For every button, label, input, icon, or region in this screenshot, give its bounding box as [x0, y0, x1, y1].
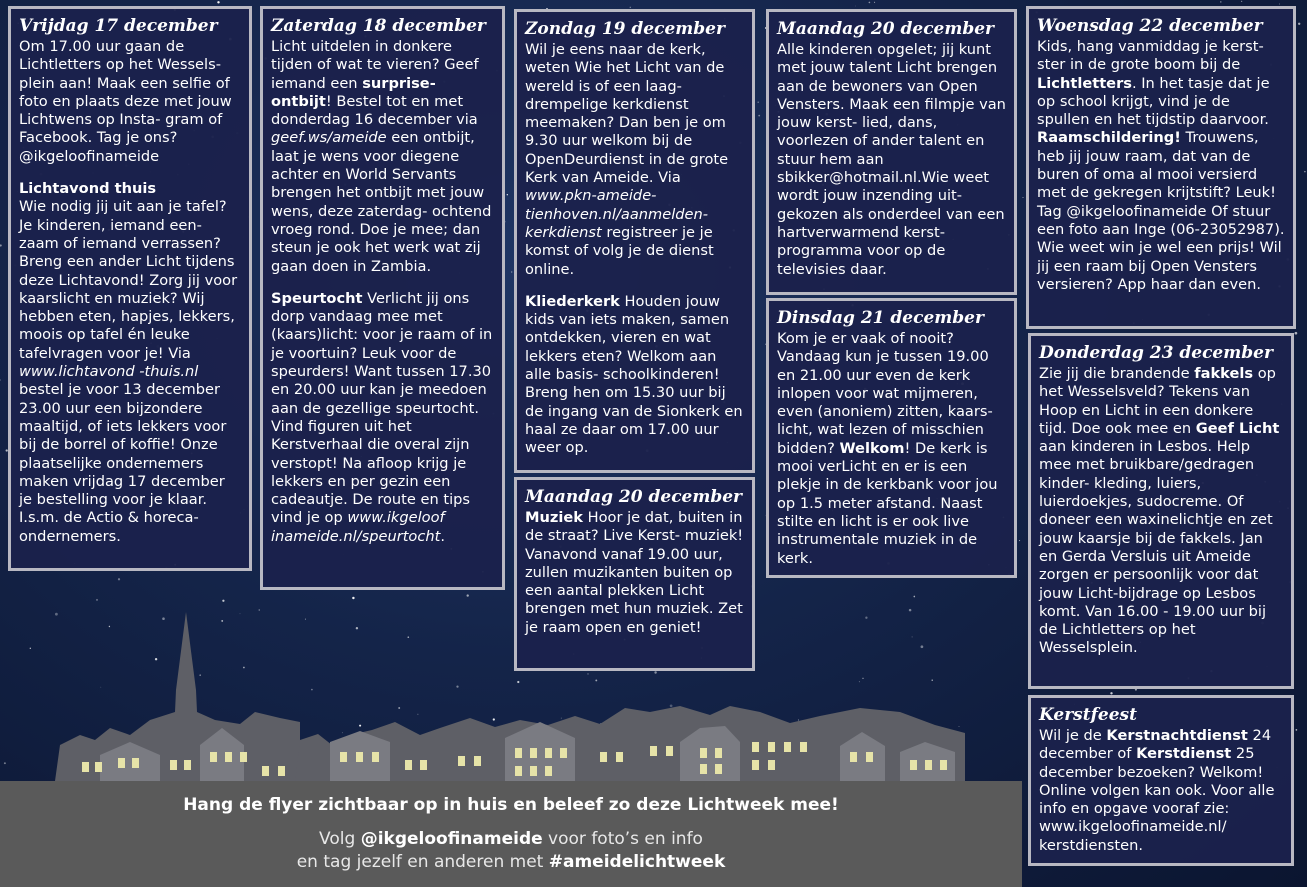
card-text: Kom je er vaak of nooit? Vandaag kun je tussen 19.00 en 21.00 uur even de kerk inlopen voor wat mijmeren, even (anoniem) zitten, kaars- licht, wat lezen of misschien bidden?: [777, 330, 993, 457]
card-title: Dinsdag 21 december: [777, 308, 984, 328]
bold-text: fakkels: [1194, 365, 1254, 382]
card-text: . In het tasje dat je op school krijgt, vind je de spullen en het tijdstip daarvoor.: [1037, 74, 1270, 129]
card-donderdag-23-december: [1028, 333, 1294, 689]
lit-window: [262, 766, 269, 776]
card-text: Wie nodig jij uit aan je tafel? Je kinderen, iemand een- zaam of iemand verrassen? Breng een ander Licht tijdens deze Lichtavond! Zorg jij voor kaarslicht en muziek? Wij hebben eten, hapjes, lekkers, moois op tafel én leuke tafelvragen voor je! Via: [19, 198, 238, 362]
lit-window: [184, 760, 191, 770]
lit-window: [118, 758, 125, 768]
bold-text: Welkom: [839, 439, 905, 457]
hashtag[interactable]: #ameidelichtweek: [548, 852, 726, 872]
lit-window: [474, 756, 481, 766]
lit-window: [784, 742, 791, 752]
lit-window: [420, 760, 427, 770]
lit-window: [340, 752, 347, 762]
card-text: Alle kinderen opgelet; jij kunt met jouw talent Licht brengen aan de bewoners van Open Vensters. Maak een filmpje van jouw kerst- lied, dans, voorlezen of ander talent en stuur hem aan sbikker@hotmail.nl.Wie weet wordt jouw inzending uit- gekozen als onderdeel van een hartverwarmend kerst- programma voor op de televisies daar.: [777, 41, 1006, 278]
card-title: Maandag 20 december: [777, 19, 995, 39]
card-text: Trouwens, heb jij jouw raam, dat van de buren of oma al mooi versierd met de gekregen krijtstift? Leuk! Tag @ikgeloofinameide Of stuur een foto aan Inge (06-23052987). Wie weet win je wel een prijs! Wil jij een raam bij Open Vensters versieren? App haar dan even.: [1037, 129, 1285, 293]
card-title: Zondag 19 december: [525, 19, 725, 39]
lit-window: [925, 760, 932, 770]
lit-window: [240, 752, 247, 762]
bold-text: surprise- ontbijt: [271, 74, 436, 110]
bold-text: Speurtocht: [271, 289, 363, 307]
bold-text: Geef Licht: [1195, 419, 1280, 437]
lit-window: [515, 748, 522, 758]
lit-window: [700, 748, 707, 758]
lit-window: [210, 752, 217, 762]
card-text: Verlicht jij ons dorp vandaag mee met (kaars)licht: voor je raam of in je voortuin? Leuk voor de speurders! Want tussen 17.30 en 20.00 uur kan je meedoen aan de gezellige speurtocht. Vind figuren uit het Kerstverhaal die overal zijn verstopt! Na afloop krijg je lekkers en per gezin een cadeautje. De route en tips vind je op: [271, 289, 493, 527]
card-title: Woensdag 22 december: [1037, 16, 1263, 36]
lit-window: [170, 760, 177, 770]
card-title: Maandag 20 december: [525, 487, 743, 507]
link-text[interactable]: www.ikgeloof inameide.nl/speurtocht: [271, 509, 445, 545]
card-text: aan kinderen in Lesbos. Help mee met bruikbare/gedragen kinder- kleding, luiers, luierdoekjes, sudocreme. Of doneer een waxinelichtje en zet jouw kaarsje bij de fakkels. Jan en Gerda Versluis uit Ameide zorgen er persoonlijk voor dat jouw Licht-bijdrage op Lesbos komt. Van 16.00 - 19.00 uur bij de Lichtletters op het Wesselsplein.: [1039, 438, 1273, 657]
card-maandag-20-december-muziek: [514, 477, 755, 671]
card-title: Kerstfeest: [1039, 705, 1137, 725]
lit-window: [850, 752, 857, 762]
card-text: registreer je je komst of volg je de dienst online.: [525, 223, 714, 278]
card-woensdag-22-december: [1026, 6, 1296, 329]
lit-window: [458, 756, 465, 766]
card-zaterdag-18-december: [260, 6, 505, 590]
lit-window: [356, 752, 363, 762]
lit-window: [940, 760, 947, 770]
lit-window: [768, 760, 775, 770]
footer-text: voor foto’s en info: [542, 829, 703, 849]
bold-text: Kliederkerk: [525, 292, 620, 310]
lit-window: [616, 752, 623, 762]
lit-window: [752, 742, 759, 752]
instagram-handle[interactable]: @ikgeloofinameide: [360, 829, 543, 849]
lit-window: [800, 742, 807, 752]
card-text: bestel je voor 13 december 23.00 uur een bijzondere maaltijd, of iets lekkers voor bij de borrel of koffie! Onze plaatselijke ondernemers maken vrijdag 17 december je bestelling voor je klaar. I.s.m. de Actio & horeca-ondernemers.: [19, 381, 227, 545]
card-text: .: [440, 527, 445, 545]
lit-window: [132, 758, 139, 768]
footer-follow-line: [0, 829, 1022, 849]
lit-window: [278, 766, 285, 776]
card-maandag-20-december-talent: [766, 9, 1017, 295]
lit-window: [95, 762, 102, 772]
card-title: Donderdag 23 december: [1039, 343, 1273, 363]
card-text: Wil je de: [1039, 727, 1107, 744]
bold-text: Muziek: [525, 509, 584, 526]
card-text: 24 december of: [1039, 727, 1272, 763]
card-text: Hoor je dat, buiten in de straat? Live Kerst- muziek! Vanavond vanaf 19.00 uur, zullen muzikanten buiten op een aantal plekken Licht brengen met hun muziek. Zet je raam open en geniet!: [525, 509, 744, 636]
card-text: ! De kerk is mooi verLicht en er is een plekje in de kerkbank voor jou op 1.5 meter afstand. Naast stilte en licht is er ook live instrumentale muziek in de kerk.: [777, 439, 998, 567]
card-text: Houden jouw kids van iets maken, samen ontdekken, vieren en wat lekkers eten? Welkom aan alle basis- schoolkinderen! Breng hen om 15.30 uur bij de ingang van de Sionkerk en haal ze daar om 17.00 uur weer op.: [525, 292, 743, 457]
card-zondag-19-december: [514, 9, 755, 473]
bold-text: Kerstdienst: [1136, 745, 1232, 763]
footer-banner: [0, 781, 1022, 887]
lit-window: [866, 752, 873, 762]
lit-window: [225, 752, 232, 762]
lit-window: [768, 742, 775, 752]
lit-window: [545, 748, 552, 758]
bold-text: Raamschildering!: [1037, 129, 1181, 147]
card-title: Zaterdag 18 december: [271, 16, 486, 36]
subheading: Lichtavond thuis: [19, 180, 157, 198]
lit-window: [82, 762, 89, 772]
lit-window: [530, 766, 537, 776]
card-text: Om 17.00 uur gaan de Lichtletters op het Wessels- plein aan! Maak een selfie of foto en plaats deze met jouw Lichtwens op Insta- gram of Facebook. Tag je ons? @ikgeloofinameide: [19, 38, 232, 165]
footer-hashtag-line: [0, 852, 1022, 872]
card-text: Wil je eens naar de kerk, weten Wie het Licht van de wereld is of een laag- drempelige kerkdienst meemaken? Dan ben je om 9.30 uur welkom bij de OpenDeurdienst in de grote Kerk van Ameide. Via: [525, 41, 729, 187]
footer-headline: Hang de flyer zichtbaar op in huis en beleef zo deze Lichtweek mee!: [183, 795, 839, 815]
lit-window: [650, 746, 657, 756]
card-text: Zie jij die brandende: [1039, 365, 1195, 382]
lit-window: [372, 752, 379, 762]
card-vrijdag-17-december: [8, 6, 252, 571]
lit-window: [530, 748, 537, 758]
card-dinsdag-21-december: [766, 298, 1017, 578]
lit-window: [666, 746, 673, 756]
lit-window: [560, 748, 567, 758]
card-text: op het Wesselsveld? Tekens van Hoop en Licht in een donkere tijd. Doe ook mee en: [1039, 365, 1276, 437]
card-title: Vrijdag 17 december: [19, 16, 218, 36]
lit-window: [405, 760, 412, 770]
card-text: Kids, hang vanmiddag je kerst- ster in de grote boom bij de: [1037, 38, 1264, 74]
card-text: Licht uitdelen in donkere tijden of wat te vieren? Geef iemand een: [271, 38, 479, 92]
card-text: 25 december bezoeken? Welkom! Online volgen kan ook. Voor alle info en opgave vooraf zie: www.ikgeloofinameide.nl/ kerstdiensten.: [1039, 745, 1275, 854]
lit-window: [715, 748, 722, 758]
link-text[interactable]: www.pkn-ameide- tienhoven.nl/aanmelden- kerkdienst: [525, 187, 709, 241]
lit-window: [715, 764, 722, 774]
card-kerstfeest: [1028, 695, 1294, 866]
bold-text: Kerstnachtdienst: [1106, 727, 1248, 744]
bold-text: Lichtletters: [1037, 74, 1132, 92]
lit-window: [600, 752, 607, 762]
link-text[interactable]: geef.ws/ameide: [271, 129, 387, 147]
card-text: een ontbijt, laat je wens voor diegene achter en World Servants brengen het ontbijt met jouw wens, deze zaterdag- ochtend vroeg rond. Doe je mee; dan steun je ook het werk wat zij gaan doen in Zambia.: [271, 129, 492, 275]
lit-window: [700, 764, 707, 774]
footer-text: en tag jezelf en anderen met: [296, 852, 549, 872]
lit-window: [515, 766, 522, 776]
card-text: ! Bestel tot en met donderdag 16 december via: [271, 92, 478, 129]
lit-window: [910, 760, 917, 770]
lit-window: [545, 766, 552, 776]
lit-window: [752, 760, 759, 770]
link-text[interactable]: www.lichtavond -thuis.nl: [19, 363, 199, 381]
footer-text: Volg: [319, 829, 361, 849]
